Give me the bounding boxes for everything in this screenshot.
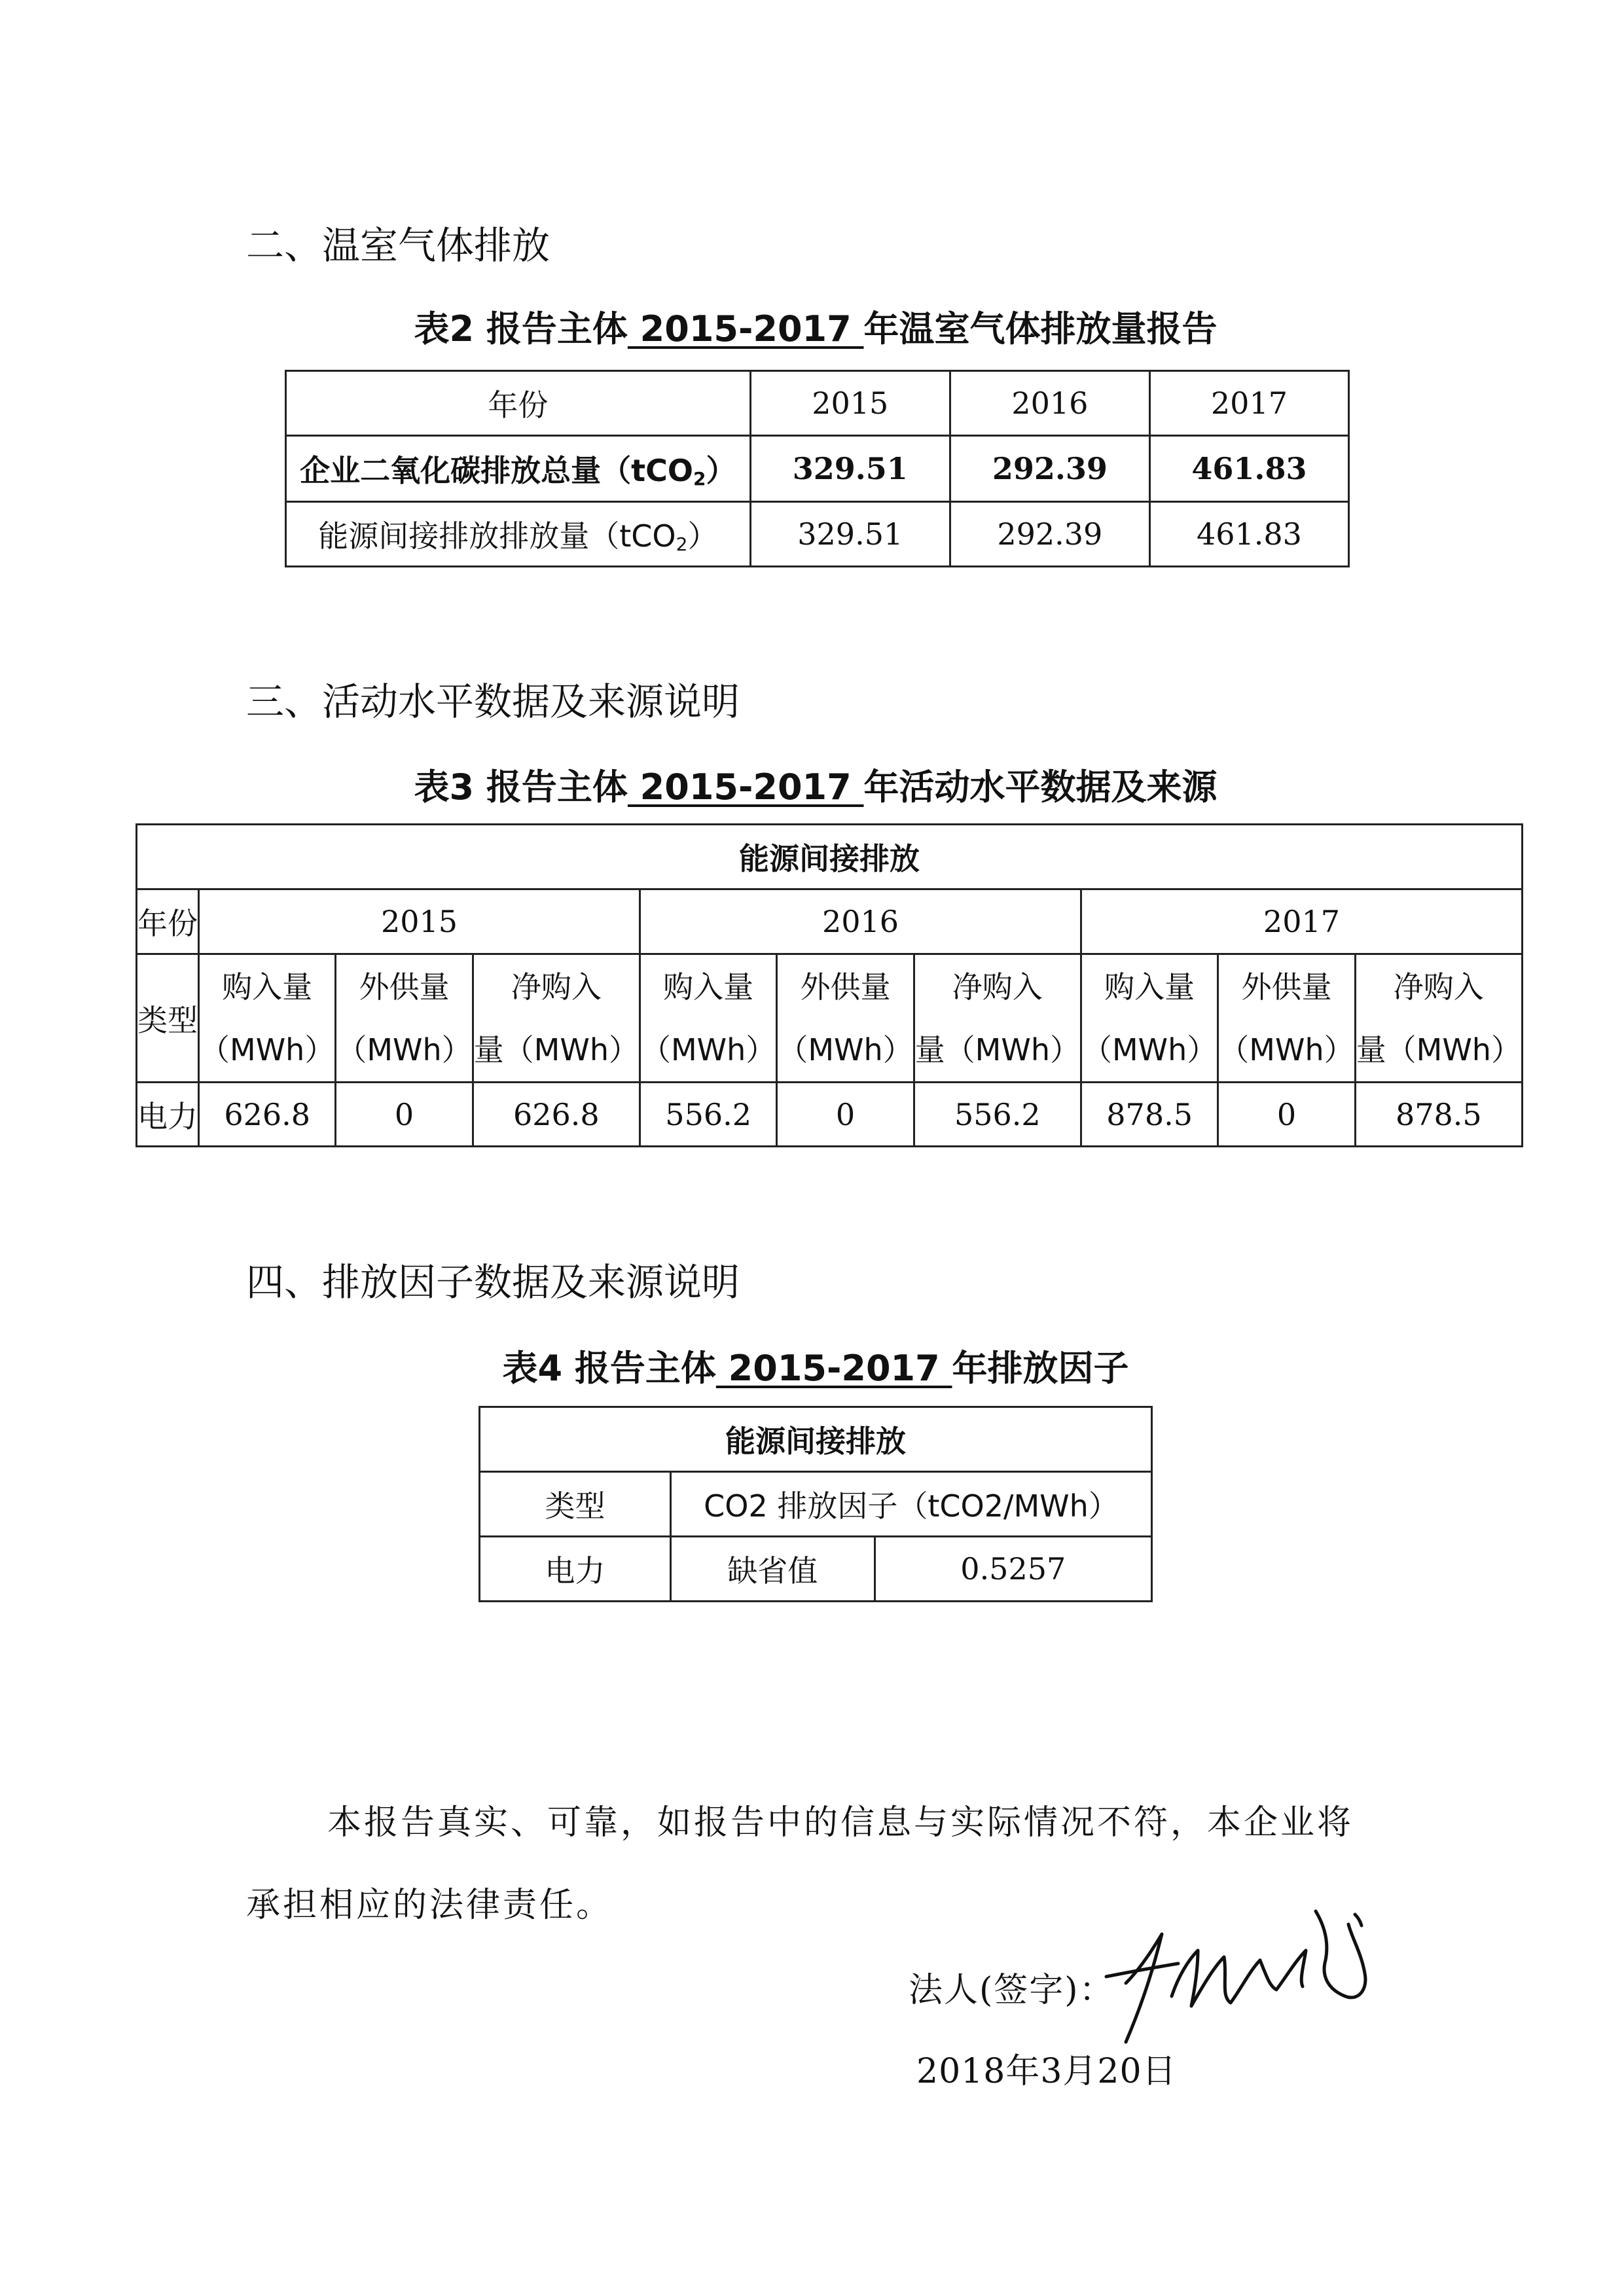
table3-title: 能源间接排放	[137, 825, 1523, 889]
table4-row-label: 电力	[480, 1537, 671, 1602]
table3-value-cell: 556.2	[914, 1083, 1081, 1147]
table3-col-header-line2: （MWh）	[1081, 1031, 1218, 1067]
table3-caption-prefix: 表3 报告主体	[414, 766, 628, 808]
table3-value-cell: 626.8	[199, 1083, 336, 1147]
table3-value-cell: 878.5	[1355, 1083, 1522, 1147]
table2-value-cell: 292.39	[950, 436, 1149, 502]
section4-heading: 四、排放因子数据及来源说明	[246, 1260, 740, 1304]
table3-col-header	[199, 954, 336, 1083]
table3-col-header-line2: （MWh）	[640, 1031, 776, 1067]
table3-col-header-line1: 净购入	[511, 969, 602, 1005]
table3-col-header-line1: 净购入	[1393, 969, 1484, 1005]
signature-date: 2018年3月20日	[916, 2052, 1177, 2091]
table3-col-header-line1: 购入量	[222, 969, 313, 1005]
table3-col-header-line1: 外供量	[1241, 969, 1332, 1005]
table2-value-cell: 461.83	[1149, 436, 1348, 502]
table3-col-header-line2: （MWh）	[200, 1031, 335, 1067]
table3-col-header-line1: 外供量	[800, 969, 891, 1005]
table3-row-label: 电力	[137, 1083, 199, 1147]
table3-year-cell: 2016	[640, 889, 1081, 954]
table4	[478, 1406, 1153, 1602]
table3	[135, 823, 1523, 1147]
table3-col-header-line2: 量（MWh）	[914, 1031, 1080, 1067]
table3-caption	[285, 759, 1346, 810]
table2-row-label	[286, 436, 751, 502]
table4-source-cell: 缺省值	[670, 1537, 875, 1602]
table3-value-cell: 0	[336, 1083, 473, 1147]
table2-caption-suffix: 年温室气体排放量报告	[863, 308, 1218, 350]
table2-row-label-close: ）	[706, 453, 736, 488]
table3-caption-suffix: 年活动水平数据及来源	[863, 766, 1218, 808]
table2-row-indirect	[286, 502, 1349, 567]
table2-value-cell: 461.83	[1149, 502, 1348, 567]
table2-year-label: 年份	[286, 371, 751, 436]
table3-col-header-line2: （MWh）	[778, 1031, 913, 1067]
table3-col-header-line2: 量（MWh）	[473, 1031, 639, 1067]
table4-title-row	[480, 1407, 1152, 1472]
table3-electricity-row	[137, 1083, 1523, 1147]
table2	[285, 370, 1350, 567]
statement-line2: 承担相应的法律责任。	[246, 1886, 613, 1925]
table3-col-header-line1: 净购入	[952, 969, 1043, 1005]
table3-col-header	[336, 954, 473, 1083]
table4-header-row	[480, 1472, 1152, 1537]
table3-value-cell: 626.8	[473, 1083, 640, 1147]
table2-caption-prefix: 表2 报告主体	[414, 308, 628, 350]
table3-type-row	[137, 954, 1523, 1083]
table2-row-label-text: 能源间接排放排放量（tCO	[318, 518, 676, 554]
table4-caption-prefix: 表4 报告主体	[502, 1348, 716, 1389]
table3-col-header	[473, 954, 640, 1083]
table3-col-header	[1355, 954, 1522, 1083]
table4-factor-header: CO2 排放因子（tCO2/MWh）	[670, 1472, 1151, 1537]
table3-title-row	[137, 825, 1523, 889]
table3-col-header-line2: （MWh）	[336, 1031, 472, 1067]
table3-year-cell: 2017	[1081, 889, 1522, 954]
table3-col-header-line1: 购入量	[1104, 969, 1195, 1005]
table2-caption-years: 2015-2017	[627, 308, 864, 350]
section3-heading: 三、活动水平数据及来源说明	[246, 679, 740, 724]
table4-electricity-row	[480, 1537, 1152, 1602]
table3-col-header	[1081, 954, 1218, 1083]
table2-row-total	[286, 436, 1349, 502]
table3-year-cell: 2015	[199, 889, 640, 954]
table3-col-header	[914, 954, 1081, 1083]
table3-col-header-line2: （MWh）	[1219, 1031, 1354, 1067]
table2-header-row	[286, 371, 1349, 436]
table2-value-cell: 329.51	[750, 436, 950, 502]
table4-caption-suffix: 年排放因子	[952, 1348, 1129, 1389]
table4-caption	[285, 1340, 1346, 1391]
table4-value-cell: 0.5257	[875, 1537, 1151, 1602]
table2-year-cell: 2016	[950, 371, 1149, 436]
table3-caption-years: 2015-2017	[627, 766, 864, 808]
table2-row-label	[286, 502, 751, 567]
table2-row-label-sub: 2	[693, 468, 706, 490]
table3-col-header-line1: 外供量	[359, 969, 450, 1005]
table3-year-row	[137, 889, 1523, 954]
signature-label: 法人(签字)：	[909, 1971, 1115, 2010]
section2-heading: 二、温室气体排放	[246, 223, 550, 268]
table3-type-label: 类型	[137, 954, 199, 1083]
table4-title: 能源间接排放	[480, 1407, 1152, 1472]
signature-mark	[1100, 1898, 1388, 2062]
table2-row-label-sub: 2	[676, 533, 688, 555]
statement-line1: 本报告真实、可靠，如报告中的信息与实际情况不符，本企业将	[327, 1803, 1354, 1842]
table3-col-header	[1218, 954, 1355, 1083]
table3-col-header	[777, 954, 914, 1083]
table2-year-cell: 2017	[1149, 371, 1348, 436]
table3-value-cell: 878.5	[1081, 1083, 1218, 1147]
table3-value-cell: 0	[777, 1083, 914, 1147]
table2-value-cell: 329.51	[750, 502, 950, 567]
table3-col-header	[640, 954, 776, 1083]
table2-row-label-text: 企业二氧化碳排放总量（tCO	[300, 453, 694, 488]
table2-value-cell: 292.39	[950, 502, 1149, 567]
table2-year-cell: 2015	[750, 371, 950, 436]
table3-value-cell: 0	[1218, 1083, 1355, 1147]
table3-year-label: 年份	[137, 889, 199, 954]
table3-value-cell: 556.2	[640, 1083, 776, 1147]
table3-col-header-line2: 量（MWh）	[1356, 1031, 1521, 1067]
table4-caption-years: 2015-2017	[715, 1348, 952, 1389]
table2-row-label-close: ）	[687, 518, 718, 554]
table2-caption	[285, 301, 1346, 351]
table3-col-header-line1: 购入量	[663, 969, 754, 1005]
table4-type-label: 类型	[480, 1472, 671, 1537]
